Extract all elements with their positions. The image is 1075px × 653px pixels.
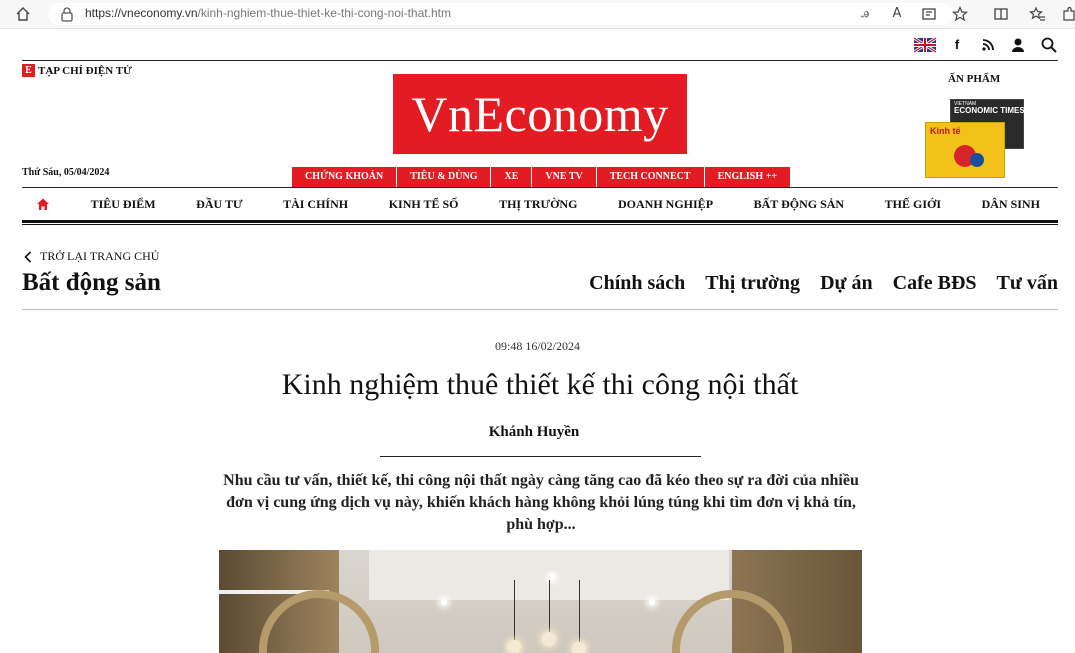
favorites-icon[interactable] — [1028, 5, 1046, 23]
main-navigation — [22, 188, 1058, 220]
image-ceiling-light — [441, 599, 447, 605]
article-image[interactable] — [219, 550, 862, 653]
home-icon[interactable] — [36, 197, 50, 211]
image-pendant-bulb — [542, 632, 556, 646]
back-label: TRỞ LẠI TRANG CHỦ — [40, 249, 160, 263]
section-menu-du-an[interactable]: Dự án — [820, 272, 873, 294]
magazine-kinh-te[interactable] — [925, 122, 1005, 178]
subnav-chung-khoan[interactable]: CHỨNG KHOÁN — [292, 167, 397, 187]
sub-navigation — [292, 167, 791, 187]
image-ceiling-light — [649, 599, 655, 605]
image-pendant-wire — [549, 580, 550, 635]
section-menu-tu-van[interactable]: Tư vấn — [996, 272, 1058, 294]
uk-flag-icon[interactable] — [914, 36, 936, 54]
image-pendant-wire — [579, 580, 580, 645]
article-title: Kinh nghiệm thuê thiết kế thi công nội thất — [281, 368, 799, 401]
nav-dau-tu[interactable]: ĐẦU TƯ — [196, 196, 243, 211]
article-timestamp: 09:48 16/02/2024 — [494, 339, 580, 353]
article-sapo: Nhu cầu tư vấn, thiết kế, thi công nội thất ngày càng tăng cao đã kéo theo sự ra đời của nhiều đơn vị cung ứng dịch vụ này, khiến khách hàng không khỏi lúng túng khi tìm đơn vị khả tín, phù hợp... — [223, 472, 859, 533]
nav-tai-chinh[interactable]: TÀI CHÍNH — [283, 196, 349, 211]
search-icon[interactable] — [1040, 36, 1058, 54]
tapchi-label — [22, 64, 132, 77]
current-date: Thứ Sáu, 05/04/2024 — [22, 167, 110, 178]
subnav-english[interactable]: ENGLISH ++ — [705, 167, 791, 187]
nav-bottom-rule — [22, 220, 1058, 223]
nav-doanh-nghiep[interactable]: DOANH NGHIỆP — [618, 196, 714, 211]
immersive-reader-icon[interactable] — [920, 5, 938, 23]
extensions-icon[interactable] — [1060, 5, 1075, 23]
browser-toolbar — [0, 0, 1075, 29]
header-rule — [22, 60, 1058, 61]
user-icon[interactable] — [1009, 36, 1027, 54]
article-author[interactable]: Khánh Huyền — [488, 424, 580, 440]
rss-icon[interactable] — [979, 36, 997, 54]
url-text[interactable] — [85, 6, 451, 20]
nav-bat-dong-san[interactable]: BẤT ĐỘNG SẢN — [753, 196, 845, 211]
subnav-xe[interactable]: XE — [491, 167, 532, 187]
nav-dan-sinh[interactable]: DÂN SINH — [981, 196, 1040, 211]
tapchi-text: TẠP CHÍ ĐIỆN TỬ — [38, 64, 132, 77]
subnav-tieu-dung[interactable]: TIÊU & DÙNG — [397, 167, 491, 187]
image-pendant-wire — [514, 580, 515, 642]
subnav-tech-connect[interactable]: TECH CONNECT — [597, 167, 705, 187]
url-path: /kinh-nghiem-thue-thiet-ke-thi-cong-noi-that.htm — [197, 6, 451, 20]
nav-bottom-rule-thin — [22, 224, 1058, 225]
nav-thi-truong[interactable]: THỊ TRƯỜNG — [499, 196, 578, 211]
home-icon[interactable] — [14, 5, 32, 23]
article-divider — [380, 456, 701, 457]
nav-kinh-te-so[interactable]: KINH TẾ SỐ — [388, 196, 459, 211]
section-menu-chinh-sach[interactable]: Chính sách — [589, 272, 686, 294]
site-logo[interactable]: VnEconomy — [393, 74, 687, 154]
nav-tieu-diem[interactable]: TIÊU ĐIỂM — [90, 196, 156, 211]
section-menu-thi-truong[interactable]: Thị trường — [705, 272, 801, 294]
lock-icon[interactable] — [60, 6, 74, 22]
back-to-home-link[interactable] — [24, 249, 159, 264]
magazine-et-small: VIETNAM — [954, 101, 977, 107]
subnav-vne-tv[interactable]: VNE TV — [532, 167, 596, 187]
e-magazine-logo: E — [22, 64, 35, 77]
magazine-art — [970, 153, 984, 167]
anpham-label: ẤN PHẨM — [948, 73, 1001, 85]
image-pendant-bulb — [507, 640, 521, 653]
facebook-icon[interactable]: f — [954, 37, 960, 52]
image-pendant-bulb — [572, 642, 586, 653]
split-screen-icon[interactable] — [992, 5, 1010, 23]
read-aloud-icon[interactable]: ꭿ — [861, 6, 869, 21]
magazine-et-title: ECONOMIC TIMES — [954, 106, 1025, 115]
nav-the-gioi[interactable]: THẾ GIỚI — [884, 196, 942, 211]
url-host: https://vneconomy.vn — [85, 6, 198, 20]
favorite-star-icon[interactable] — [951, 5, 969, 23]
text-size-icon[interactable]: A — [892, 6, 902, 21]
section-menu — [589, 272, 1058, 295]
chevron-left-icon — [24, 251, 32, 263]
section-title[interactable]: Bất động sản — [22, 269, 161, 296]
section-rule — [22, 309, 1058, 310]
magazine-kt-title: Kinh tế — [930, 126, 961, 136]
section-menu-cafe-bds[interactable]: Cafe BĐS — [892, 272, 977, 294]
